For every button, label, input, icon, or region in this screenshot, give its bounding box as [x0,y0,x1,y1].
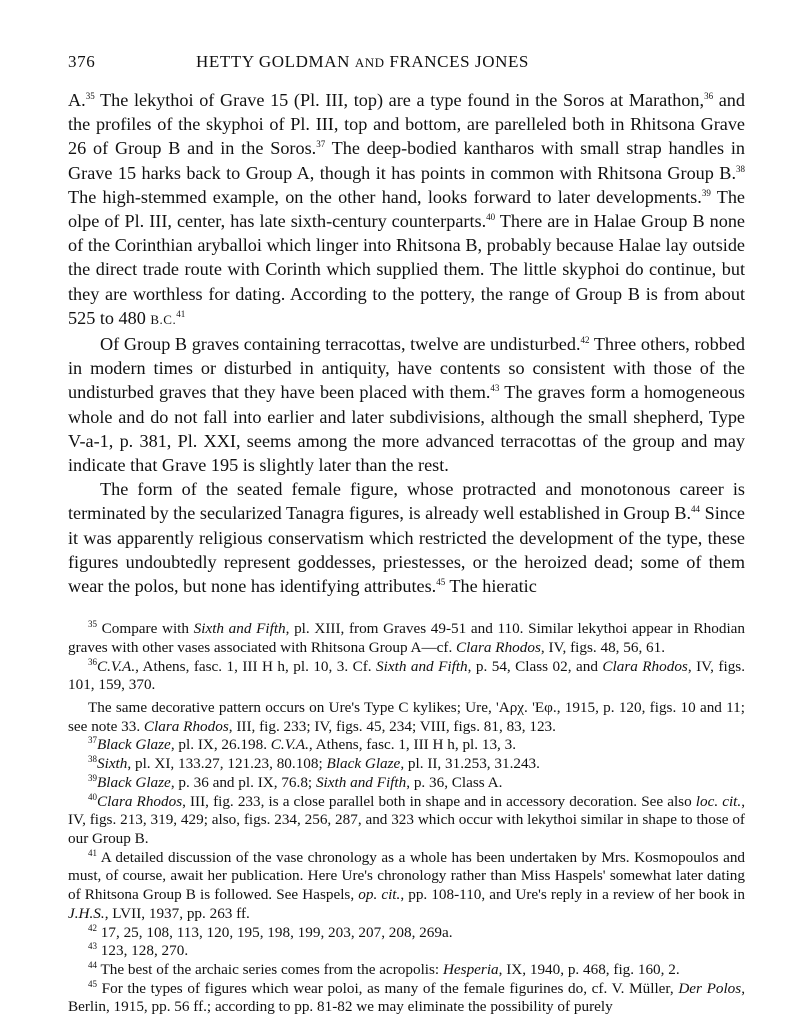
footnote-ref: 42 [580,334,590,345]
footnote-ref: 40 [486,211,496,222]
footnote-ref: 39 [701,187,711,198]
footnote-ref: 44 [691,504,700,515]
footnote-ref: 38 [736,163,745,174]
running-title: HETTY GOLDMAN AND FRANCES JONES [196,52,529,71]
paragraph-3: The form of the seated female figure, whose protracted and monotonous career is terminated by the secularized Tanagra figures, is already well established in Group B.$^{44}$ Since it was apparently religious conservatism which restricted the development of the type, these figures undoubtedly represent goddesses, priestesses, or the heroized dead; some of them wear the polos, but none has identifying attributes.$^{45}$ The hieratic [68,479,745,597]
footnote-ref: 37 [316,139,326,150]
footnote-45: $^{45}$ For the types of figures which wear poloi, as many of the female figurines do, cf. V. Müller, Der Polos, Berlin, 1915, pp. 56 ff.; according to pp. 81-82 we may eliminate the possibility of purely [68,978,745,1016]
main-text [68,88,745,598]
paragraph-2: Of Group B graves containing terracottas, twelve are undisturbed.$^{42}$ Three others, robbed in modern times or disturbed in antiquity, have contents so consistent with those of the undisturbed graves that they have been placed with them.$^{43}$ The graves form a homogeneous whole and do not fall into earlier and later subdivisions, although the small shepherd, Type V-a-1, p. 381, Pl. XXI, seems among the more advanced terracottas of the group and may indicate that Grave 195 is slightly later than the rest. [68,334,745,476]
page [68,52,745,1017]
footnote-36-continued: The same decorative pattern occurs on Ure's Type C kylikes; Ure, 'Αρχ. 'Εφ., 1915, p. 120, figs. 10 and 11; see note 33. Clara Rhodos, III, fig. 233; IV, figs. 45, 234; VIII, figs. 81, 83, 123. [68,699,745,735]
footnote-ref: 45 [436,577,446,587]
running-header [68,52,745,88]
running-title-and: AND [354,55,385,70]
paragraph-1: A.$^{35}$ The lekythoi of Grave 15 (Pl. III, top) are a type found in the Soros at Marathon,$^{36}$ and the profiles of the skyphoi of Pl. III, top and bottom, are parelleled both in Rhitsona Grave 26 of Group B and in the Soros.$^{37}$ The deep-bodied kantharos with small strap handles in Grave 15 harks back to Group A, though it has points in common with Rhitsona Group B.$^{38}$ The high-stemmed example, on the other hand, looks forward to later developments.$^{39}$ The olpe of Pl. III, center, has late sixth-century counterparts.$^{40}$ There are in Halae Group B none of the Corinthian aryballoi which linger into Rhitsona B, probably because Halae lay outside the direct trade route with Corinth which supplied them. The little skyphoi do continue, but they are worthless for dating. According to the pottery, the range of Group B is from about 525 to 480 B.C.$^{41}$ [68,90,746,328]
footnote-37: $^{37}$Black Glaze, pl. IX, 26.198. C.V.A., Athens, fasc. 1, III H h, pl. 13, 3. [88,735,517,754]
footnote-44: $^{44}$ The best of the archaic series comes from the acropolis: Hesperia, IX, 1940, p. 468, fig. 160, 2. [88,959,680,978]
footnote-42: $^{42}$ 17, 25, 108, 113, 120, 195, 198, 199, 203, 207, 208, 269a. [88,922,453,941]
footnote-39: $^{39}$Black Glaze, p. 36 and pl. IX, 76.8; Sixth and Fifth, p. 36, Class A. [88,772,503,791]
footnote-43: $^{43}$ 123, 128, 270. [88,941,189,960]
footnote-38: $^{38}$Sixth, pl. XI, 133.27, 121.23, 80.108; Black Glaze, pl. II, 31.253, 31.243. [88,754,540,773]
footnote-ref: 36 [704,90,714,101]
footnote-36: $^{36}$C.V.A., Athens, fasc. 1, III H h, pl. 10, 3. Cf. Sixth and Fifth, p. 54, Class 02, and Clara Rhodos, IV, figs. 101, 159, 370. [68,656,745,694]
footnote-35: $^{35}$ Compare with Sixth and Fifth, pl. XIII, from Graves 49-51 and 110. Similar lekythoi appear in Rhodian graves with other vases associated with Rhitsona Group A—cf. Clara Rhodos, IV, figs. 48, 56, 61. [68,619,745,656]
footnote-ref: 41 [176,308,186,319]
footnote-41: $^{41}$ A detailed discussion of the vase chronology as a whole has been undertaken by Mrs. Kosmopoulos and must, of course, await her publication. Here Ure's chronology rather than Miss Haspels' somewhat later dating of Rhitsona Group B is followed. See Haspels, op. cit., pp. 108-110, and Ure's reply in a review of her book in J.H.S., LVII, 1937, pp. 263 ff. [68,847,746,922]
footnote-40: $^{40}$Clara Rhodos, III, fig. 233, is a close parallel both in shape and in accessory decoration. See also loc. cit., IV, figs. 213, 319, 429; also, figs. 234, 256, 287, and 323 which occur with lekythoi similar in shape to those of our Group B. [68,791,745,847]
footnote-ref: 35 [85,90,95,101]
page-number: 376 [68,52,96,71]
footnotes [68,620,745,1017]
footnote-ref: 43 [490,383,500,394]
